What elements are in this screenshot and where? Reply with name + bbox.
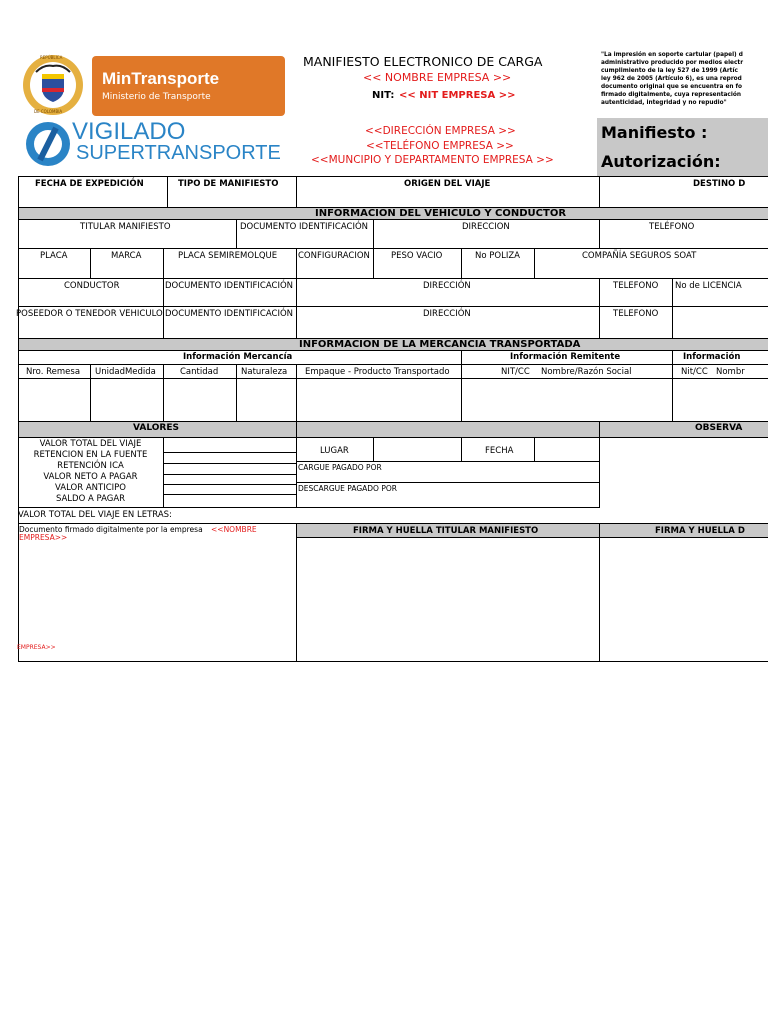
info-destinatario-label: Información — [683, 352, 741, 362]
cantidad-label: Cantidad — [180, 367, 219, 377]
manifiesto-label: Manifiesto : — [601, 123, 708, 142]
nombre-razon-label: Nombre/Razón Social — [541, 367, 632, 377]
valor-item: RETENCION EN LA FUENTE — [33, 450, 148, 460]
supertransporte-logo — [20, 118, 281, 170]
empaque-label: Empaque - Producto Transportado — [305, 367, 450, 377]
direccion-label: DIRECCION — [462, 222, 510, 232]
nit-cc2-label: Nit/CC — [681, 367, 708, 377]
legal-note-line: "La impresión en soporte cartular (papel) d — [601, 52, 743, 58]
telefono-label: TELÉFONO — [649, 222, 695, 232]
observaciones-title: OBSERVA — [695, 423, 743, 433]
peso-vacio-label: PESO VACIO — [391, 251, 443, 261]
mercancia-section-title: INFORMACION DE LA MERCANCIA TRANSPORTADA — [299, 339, 581, 350]
legal-note-line: cumplimiento de la ley 527 de 1999 (Artíc — [601, 68, 738, 74]
nro-remesa-label: Nro. Remesa — [26, 367, 81, 377]
empresa-tag-a: <<NOMBRE — [211, 525, 257, 534]
licencia-label: No de LICENCIA — [675, 281, 742, 291]
nit-value: << NIT EMPRESA >> — [399, 90, 516, 101]
valor-item: VALOR TOTAL DEL VIAJE — [39, 439, 142, 449]
nombre2-label: Nombr — [716, 367, 745, 377]
valores-bar — [18, 421, 768, 437]
configuracion-label: CONFIGURACION — [298, 251, 370, 261]
doc-ident3-label: DOCUMENTO IDENTIFICACIÓN — [165, 309, 294, 319]
legal-note-line: ley 962 de 2005 (Artículo 6), es una reprod — [601, 76, 742, 82]
legal-note-line: documento original que se encuentra en fo — [601, 84, 743, 90]
nit-cc-label: NIT/CC — [501, 367, 530, 377]
direccion3-label: DIRECCIÓN — [423, 309, 471, 319]
doc-ident2-label: DOCUMENTO IDENTIFICACIÓN — [165, 281, 294, 291]
unidad-medida-label: UnidadMedida — [95, 367, 156, 377]
tipo-manifiesto-label: TIPO DE MANIFIESTO — [178, 179, 279, 189]
direccion2-label: DIRECCIÓN — [423, 281, 471, 291]
valor-letras-label: VALOR TOTAL DEL VIAJE EN LETRAS: — [18, 510, 172, 520]
empresa-tag-b: EMPRESA>> — [19, 533, 68, 542]
origen-label: ORIGEN DEL VIAJE — [404, 179, 491, 189]
naturaleza-label: Naturaleza — [241, 367, 288, 377]
mintransporte-sub: Ministerio de Transporte — [102, 92, 211, 102]
valor-item: VALOR ANTICIPO — [55, 483, 126, 493]
mintransporte-logo — [92, 56, 285, 116]
telefono2-label: TELEFONO — [613, 281, 659, 291]
no-poliza-label: No POLIZA — [475, 251, 520, 261]
descargue-label: DESCARGUE PAGADO POR — [298, 484, 397, 493]
fecha-expedicion-label: FECHA DE EXPEDICIÓN — [35, 179, 144, 189]
autorizacion-label: Autorización: — [601, 152, 721, 171]
valor-item: SALDO A PAGAR — [55, 494, 126, 504]
valores-title: VALORES — [133, 423, 179, 433]
firma-otro-label: FIRMA Y HUELLA D — [655, 526, 745, 536]
telefono3-label: TELEFONO — [613, 309, 659, 319]
legal-note-line: autenticidad, integridad y no repudio" — [601, 100, 727, 106]
marca-label: MARCA — [111, 251, 142, 261]
nit-label: NIT: — [372, 90, 395, 101]
soat-label: COMPAÑÍA SEGUROS SOAT — [582, 251, 697, 261]
empresa-tag-bottom: EMPRESA>> — [17, 644, 56, 651]
company-address: <<DIRECCIÓN EMPRESA >> — [365, 125, 516, 137]
titular-label: TITULAR MANIFIESTO — [80, 222, 171, 232]
escudo-logo — [20, 54, 86, 116]
info-remitente-label: Información Remitente — [510, 352, 621, 362]
supertransporte-text: SUPERTRANSPORTE — [76, 142, 281, 164]
placa-semi-label: PLACA SEMIREMOLQUE — [178, 251, 278, 261]
lugar-label: LUGAR — [320, 446, 349, 456]
placa-label: PLACA — [40, 251, 68, 261]
destino-label: DESTINO D — [693, 179, 746, 189]
form-title: MANIFIESTO ELECTRONICO DE CARGA — [303, 54, 543, 69]
mintransporte-name: MinTransporte — [102, 69, 220, 88]
fecha-label: FECHA — [485, 446, 514, 456]
doc-ident-label: DOCUMENTO IDENTIFICACIÓN — [240, 222, 369, 232]
company-city: <<MUNCIPIO Y DEPARTAMENTO EMPRESA >> — [311, 154, 554, 166]
valor-item: VALOR NETO A PAGAR — [43, 472, 138, 482]
company-name: << NOMBRE EMPRESA >> — [363, 71, 512, 84]
doc-firmado-label: Documento firmado digitalmente por la empresa — [19, 525, 203, 534]
legal-note-line: firmado digitalmente, cuya representación — [601, 92, 741, 98]
escudo-text-bottom: DE COLOMBIA — [34, 109, 63, 114]
legal-note-line: administrativo producido por medios electr — [601, 60, 744, 66]
vigilado-text: VIGILADO — [72, 118, 186, 145]
vehiculo-section-title: INFORMACION DEL VEHICULO Y CONDUCTOR — [315, 208, 567, 219]
firma-titular-label: FIRMA Y HUELLA TITULAR MANIFIESTO — [353, 526, 539, 536]
conductor-label: CONDUCTOR — [64, 281, 120, 291]
poseedor-label: POSEEDOR O TENEDOR VEHICULO — [16, 309, 163, 319]
info-mercancia-label: Información Mercancía — [183, 352, 293, 362]
cargue-label: CARGUE PAGADO POR — [298, 463, 382, 472]
valor-item: RETENCIÓN ICA — [57, 461, 124, 471]
company-phone: <<TELÉFONO EMPRESA >> — [366, 140, 514, 152]
escudo-text-top: REPÚBLICA — [40, 55, 63, 60]
